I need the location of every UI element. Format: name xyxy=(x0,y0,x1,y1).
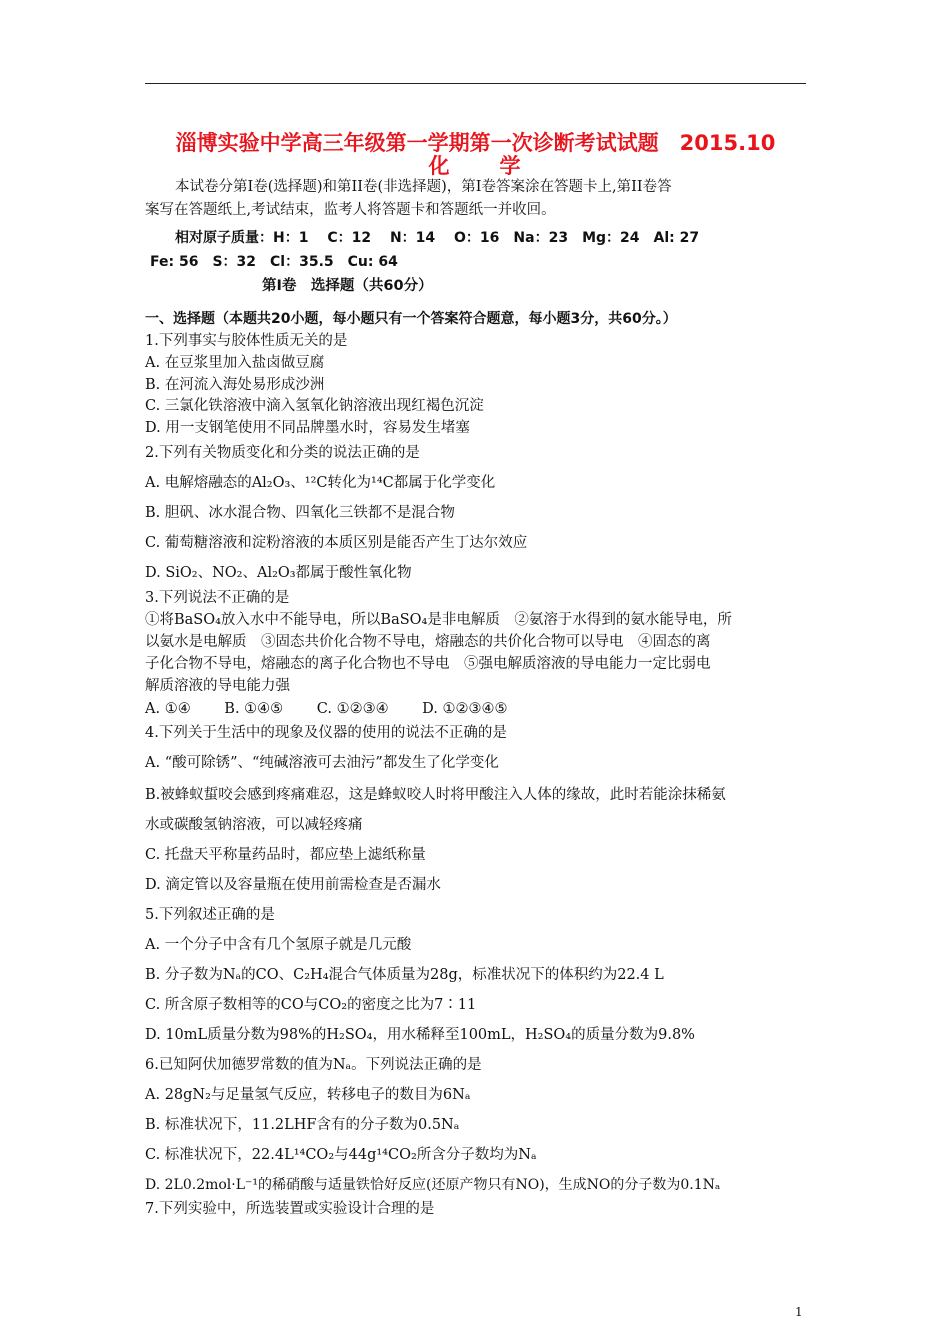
question-4-option-b-line-1: B.被蜂蚁蜇咬会感到疼痛难忍，这是蜂蚁咬人时将甲酸注入人体的缘故，此时若能涂抹稀氨 xyxy=(145,787,726,803)
question-4-option-d: D. 滴定管以及容量瓶在使用前需检查是否漏水 xyxy=(145,877,441,893)
question-6-option-c: C. 标准状况下，22.4L¹⁴CO₂与44g¹⁴CO₂所含分子数均为Nₐ xyxy=(145,1147,537,1163)
page-number: 1 xyxy=(795,1305,803,1319)
question-6-option-b: B. 标准状况下，11.2LHF含有的分子数为0.5Nₐ xyxy=(145,1117,460,1133)
question-7: 7.下列实验中，所选装置或实验设计合理的是 xyxy=(145,1201,435,1217)
exam-title: 淄博实验中学高三年级第一学期第一次诊断考试试题 2015.10 xyxy=(175,131,776,155)
section-heading: 一、选择题（本题共20小题，每小题只有一个答案符合题意，每小题3分，共60分。） xyxy=(145,311,677,327)
question-4: 4.下列关于生活中的现象及仪器的使用的说法不正确的是 xyxy=(145,725,507,741)
question-2-option-a: A. 电解熔融态的Al₂O₃、¹²C转化为¹⁴C都属于化学变化 xyxy=(145,475,496,491)
question-2: 2.下列有关物质变化和分类的说法正确的是 xyxy=(145,445,420,461)
question-4-option-b-line-2: 水或碳酸氢钠溶液，可以减轻疼痛 xyxy=(145,817,363,833)
question-5-option-d: D. 10mL质量分数为98%的H₂SO₄，用水稀释至100mL，H₂SO₄的质量分数为9.8% xyxy=(145,1027,695,1043)
subject-title: 化 学 xyxy=(428,154,523,178)
question-2-option-c: C. 葡萄糖溶液和淀粉溶液的本质区别是能否产生丁达尔效应 xyxy=(145,535,528,551)
question-3-options: A. ①④ B. ①④⑤ C. ①②③④ D. ①②③④⑤ xyxy=(145,701,508,717)
question-6-option-a: A. 28gN₂与足量氢气反应，转移电子的数目为6Nₐ xyxy=(145,1087,471,1103)
question-6-option-d: D. 2L0.2mol·L⁻¹的稀硝酸与适量铁恰好反应(还原产物只有NO)，生成NO的分子数为0.1Nₐ xyxy=(145,1177,721,1193)
question-3-statement-line-2: 以氨水是电解质 ③固态共价化合物不导电，熔融态的共价化合物可以导电 ④固态的离 xyxy=(145,634,711,650)
question-4-option-a: A. “酸可除锈”、“纯碱溶液可去油污”都发生了化学变化 xyxy=(145,755,499,771)
question-2-option-d: D. SiO₂、NO₂、Al₂O₃都属于酸性氧化物 xyxy=(145,565,412,581)
atomic-mass-line-2: Fe: 56 S：32 Cl：35.5 Cu: 64 xyxy=(150,254,398,270)
question-3: 3.下列说法不正确的是 xyxy=(145,590,290,606)
question-1-option-d: D. 用一支钢笔使用不同品牌墨水时，容易发生堵塞 xyxy=(145,420,470,436)
question-4-option-c: C. 托盘天平称量药品时，都应垫上滤纸称量 xyxy=(145,847,426,863)
part-heading: 第Ⅰ卷 选择题（共60分） xyxy=(262,278,433,294)
atomic-mass-line-1: 相对原子质量：H：1 C：12 N：14 O：16 Na：23 Mg：24 Al: 27 xyxy=(175,230,700,246)
question-1: 1.下列事实与胶体性质无关的是 xyxy=(145,333,348,349)
intro-line-1: 本试卷分第Ⅰ卷(选择题)和第II卷(非选择题)，第Ⅰ卷答案涂在答题卡上,第II卷答 xyxy=(175,179,672,195)
question-3-statement-line-3: 子化合物不导电，熔融态的离子化合物也不导电 ⑤强电解质溶液的导电能力一定比弱电 xyxy=(145,656,711,672)
question-5-option-b: B. 分子数为Nₐ的CO、C₂H₄混合气体质量为28g，标准状况下的体积约为22.4 L xyxy=(145,967,664,983)
question-1-option-c: C. 三氯化铁溶液中滴入氢氧化钠溶液出现红褐色沉淀 xyxy=(145,398,484,414)
question-2-option-b: B. 胆矾、冰水混合物、四氧化三铁都不是混合物 xyxy=(145,505,455,521)
question-1-option-b: B. 在河流入海处易形成沙洲 xyxy=(145,377,325,393)
question-5: 5.下列叙述正确的是 xyxy=(145,907,275,923)
question-3-statement-line-4: 解质溶液的导电能力强 xyxy=(145,678,290,694)
question-5-option-c: C. 所含原子数相等的CO与CO₂的密度之比为7∶11 xyxy=(145,997,477,1013)
intro-line-2: 案写在答题纸上,考试结束，监考人将答题卡和答题纸一并收回。 xyxy=(145,202,556,218)
question-3-statement-line-1: ①将BaSO₄放入水中不能导电，所以BaSO₄是非电解质 ②氨溶于水得到的氨水能导电，所 xyxy=(145,612,732,628)
question-6: 6.已知阿伏加德罗常数的值为Nₐ。下列说法正确的是 xyxy=(145,1057,482,1073)
question-5-option-a: A. 一个分子中含有几个氢原子就是几元酸 xyxy=(145,937,412,953)
header-rule xyxy=(145,83,806,84)
question-1-option-a: A. 在豆浆里加入盐卤做豆腐 xyxy=(145,355,325,371)
